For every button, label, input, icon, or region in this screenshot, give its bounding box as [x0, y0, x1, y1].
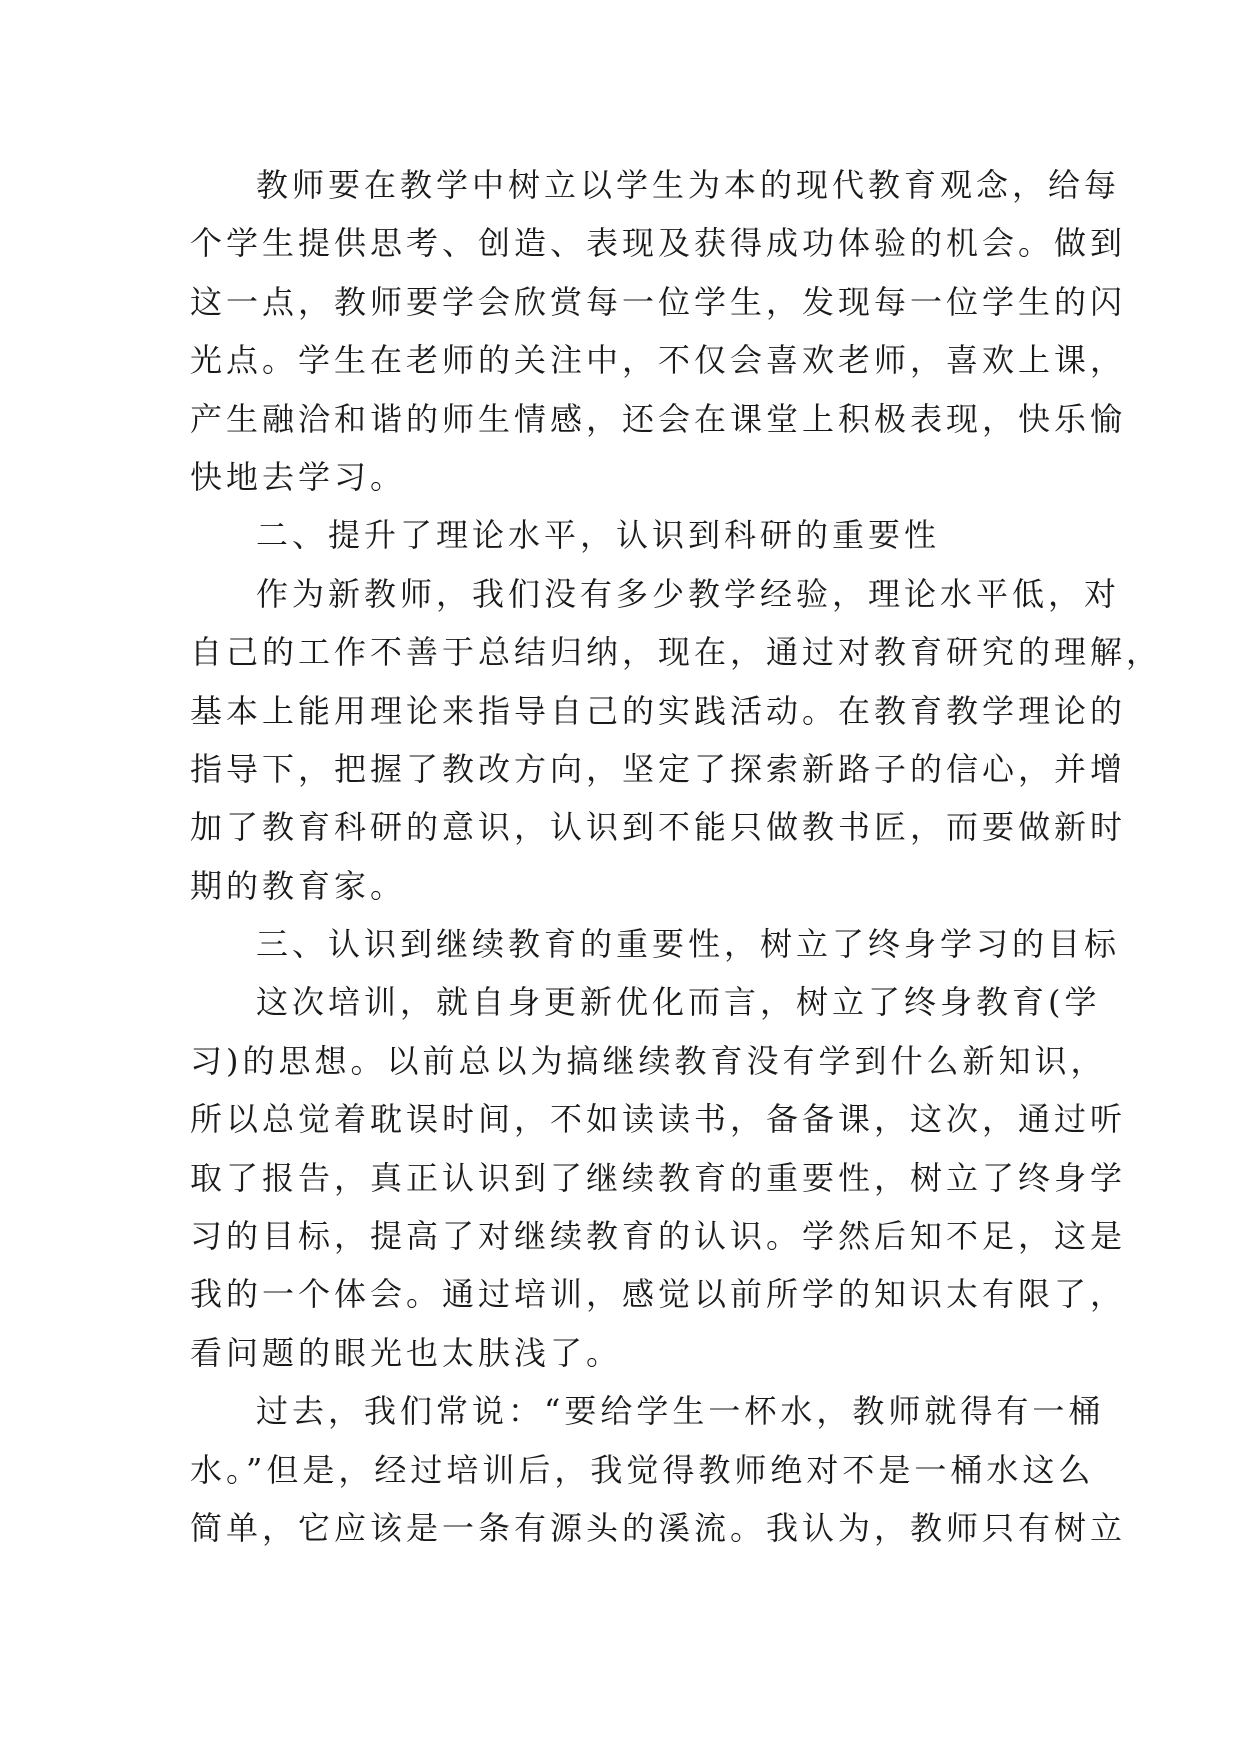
text-line: 光点。学生在老师的关注中，不仅会喜欢老师，喜欢上课，	[190, 341, 1127, 380]
text-line: 我的一个体会。通过培训，感觉以前所学的知识太有限了，	[190, 1275, 1127, 1314]
section-heading-two	[190, 506, 1060, 564]
heading-line: 三、认识到继续教育的重要性，树立了终身学习的目标	[256, 925, 1121, 964]
text-line: 产生融洽和谐的师生情感，还会在课堂上积极表现，快乐愉	[190, 399, 1127, 438]
text-line: 水。”但是，经过培训后，我觉得教师绝对不是一桶水这么	[190, 1450, 1095, 1489]
text-line: 自己的工作不善于总结归纳，现在，通过对教育研究的理解，	[190, 633, 1163, 672]
text-line: 这一点，教师要学会欣赏每一位学生，发现每一位学生的闪	[190, 282, 1127, 321]
paragraph-bucket-of-water	[190, 1382, 1127, 1557]
text-line: 所以总觉着耽误时间，不如读读书，备备课，这次，通过听	[190, 1100, 1127, 1139]
text-line: 取了报告，真正认识到了继续教育的重要性，树立了终身学	[190, 1158, 1127, 1197]
text-line: 习)的思想。以前总以为搞继续教育没有学到什么新知识，	[190, 1041, 1107, 1080]
text-line: 过去，我们常说：“要给学生一杯水，教师就得有一桶	[256, 1392, 1105, 1431]
section-heading-three	[190, 915, 1121, 973]
text-line: 加了教育科研的意识，认识到不能只做教书匠，而要做新时	[190, 808, 1127, 847]
text-line: 简单，它应该是一条有源头的溪流。我认为，教师只有树立	[190, 1508, 1127, 1547]
document-body	[190, 156, 1163, 1557]
paragraph-continuing-education	[190, 973, 1127, 1382]
paragraph-theory	[190, 565, 1163, 915]
text-line: 这次培训，就自身更新优化而言，树立了终身教育(学	[256, 983, 1101, 1022]
text-line: 习的目标，提高了对继续教育的认识。学然后知不足，这是	[190, 1217, 1127, 1256]
heading-line: 二、提升了理论水平，认识到科研的重要性	[256, 516, 941, 555]
text-line: 基本上能用理论来指导自己的实践活动。在教育教学理论的	[190, 691, 1127, 730]
paragraph-student-centered	[190, 156, 1127, 506]
text-line: 作为新教师，我们没有多少教学经验，理论水平低，对	[256, 574, 1121, 613]
text-line: 个学生提供思考、创造、表现及获得成功体验的机会。做到	[190, 224, 1127, 263]
text-line: 快地去学习。	[190, 457, 407, 496]
text-line: 期的教育家。	[190, 866, 407, 905]
text-line: 指导下，把握了教改方向，坚定了探索新路子的信心，并增	[190, 749, 1127, 788]
text-line: 看问题的眼光也太肤浅了。	[190, 1333, 623, 1372]
text-line: 教师要在教学中树立以学生为本的现代教育观念，给每	[256, 166, 1121, 204]
